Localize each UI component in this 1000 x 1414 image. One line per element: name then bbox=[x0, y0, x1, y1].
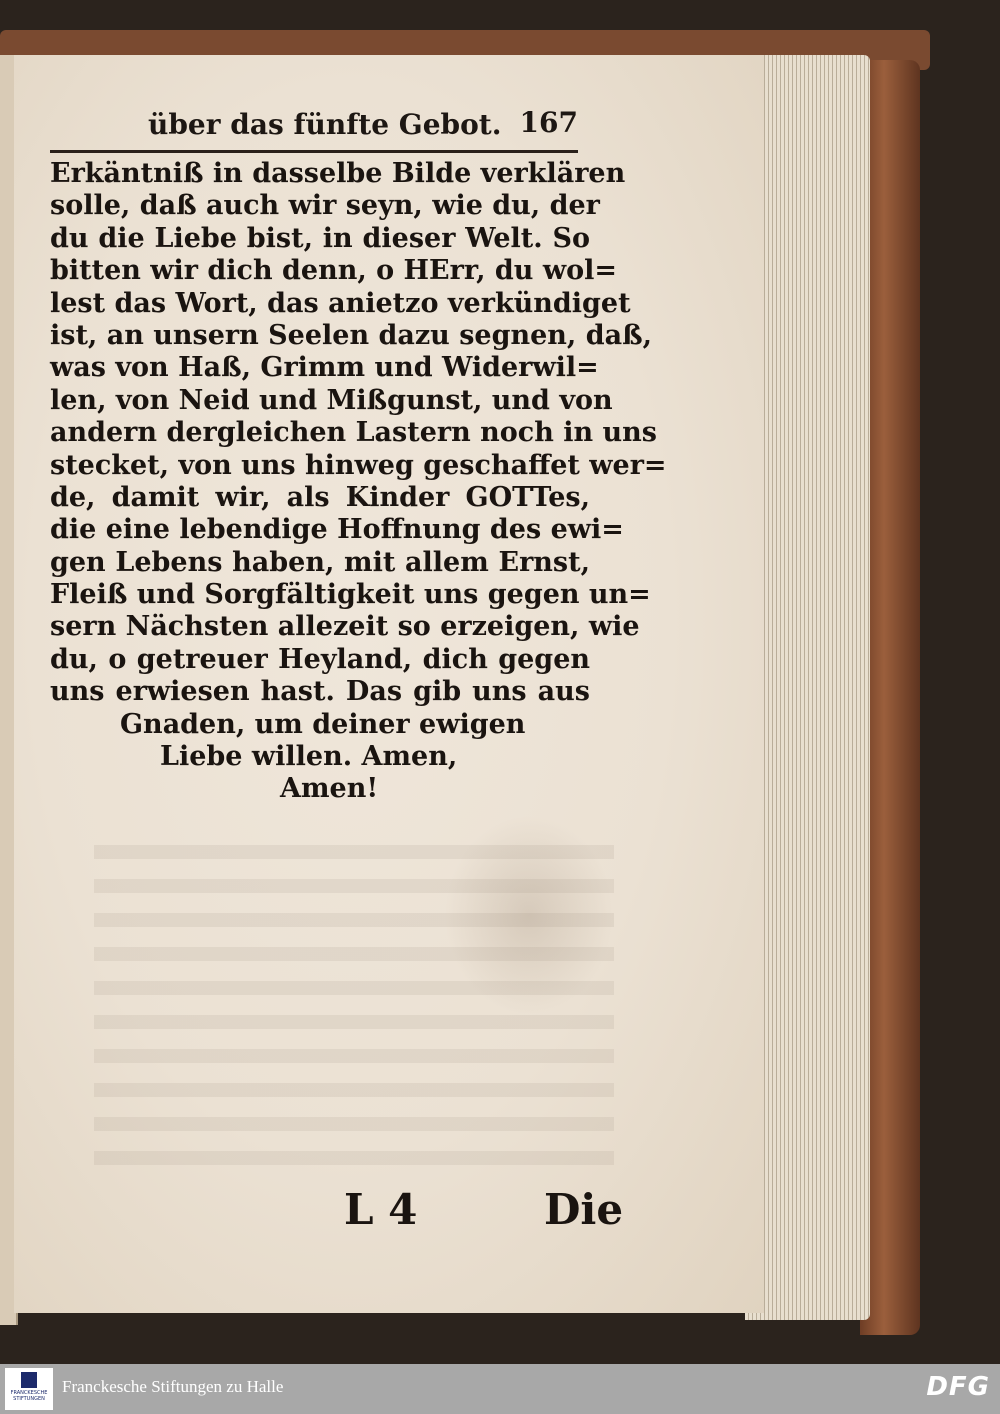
closing-line: Gnaden, um deiner ewigen bbox=[120, 708, 526, 740]
page-number: 167 bbox=[519, 106, 578, 139]
institution-logo[interactable] bbox=[5, 1368, 53, 1410]
text-line: Erkäntniß in dasselbe Bilde verklären bbox=[50, 158, 626, 189]
text-line: du, o getreuer Heyland, dich gegen bbox=[50, 643, 590, 675]
show-through-ornament bbox=[444, 815, 614, 1015]
page-footer bbox=[14, 1185, 764, 1255]
catchword: Die bbox=[544, 1185, 624, 1234]
text-line: lest das Wort, das anietzo verkündiget bbox=[50, 287, 631, 319]
institution-name[interactable]: Franckesche Stiftungen zu Halle bbox=[62, 1377, 284, 1396]
text-line: bitten wir dich denn, o HErr, du wol= bbox=[50, 255, 617, 287]
text-line: du die Liebe bist, in dieser Welt. So bbox=[50, 222, 590, 254]
text-line: gen Lebens haben, mit allem Ernst, bbox=[50, 546, 590, 578]
closing-line: Liebe willen. Amen, bbox=[160, 741, 458, 773]
building-icon bbox=[21, 1372, 37, 1388]
running-title: über das fünfte Gebot. bbox=[148, 108, 502, 141]
text-line: sern Nächsten allezeit so erzeigen, wie bbox=[50, 611, 640, 643]
body-text bbox=[50, 158, 667, 806]
logo-text: FRANCKESCHE STIFTUNGEN bbox=[10, 1390, 48, 1402]
dfg-logo[interactable]: DFG bbox=[926, 1372, 990, 1402]
page-header bbox=[48, 104, 578, 150]
footer-bar bbox=[0, 1364, 1000, 1414]
text-line: len, von Neid und Mißgunst, und von bbox=[50, 384, 613, 416]
text-line: solle, daß auch wir seyn, wie du, der bbox=[50, 190, 600, 222]
signature-mark: L 4 bbox=[344, 1185, 418, 1234]
text-line: ist, an unsern Seelen dazu segnen, daß, bbox=[50, 319, 652, 351]
text-line: Fleiß und Sorgfältigkeit uns gegen un= bbox=[50, 579, 651, 611]
header-rule bbox=[50, 150, 578, 153]
closing-line: Amen! bbox=[280, 773, 379, 805]
text-line: uns erwiesen hast. Das gib uns aus bbox=[50, 676, 590, 708]
text-line: andern dergleichen Lastern noch in uns bbox=[50, 417, 658, 449]
text-line: die eine lebendige Hoffnung des ewi= bbox=[50, 514, 624, 546]
text-line: was von Haß, Grimm und Widerwil= bbox=[50, 352, 599, 384]
text-line: stecket, von uns hinweg geschaffet wer= bbox=[50, 449, 667, 481]
text-line: de, damit wir, als Kinder GOTTes, bbox=[50, 481, 590, 513]
